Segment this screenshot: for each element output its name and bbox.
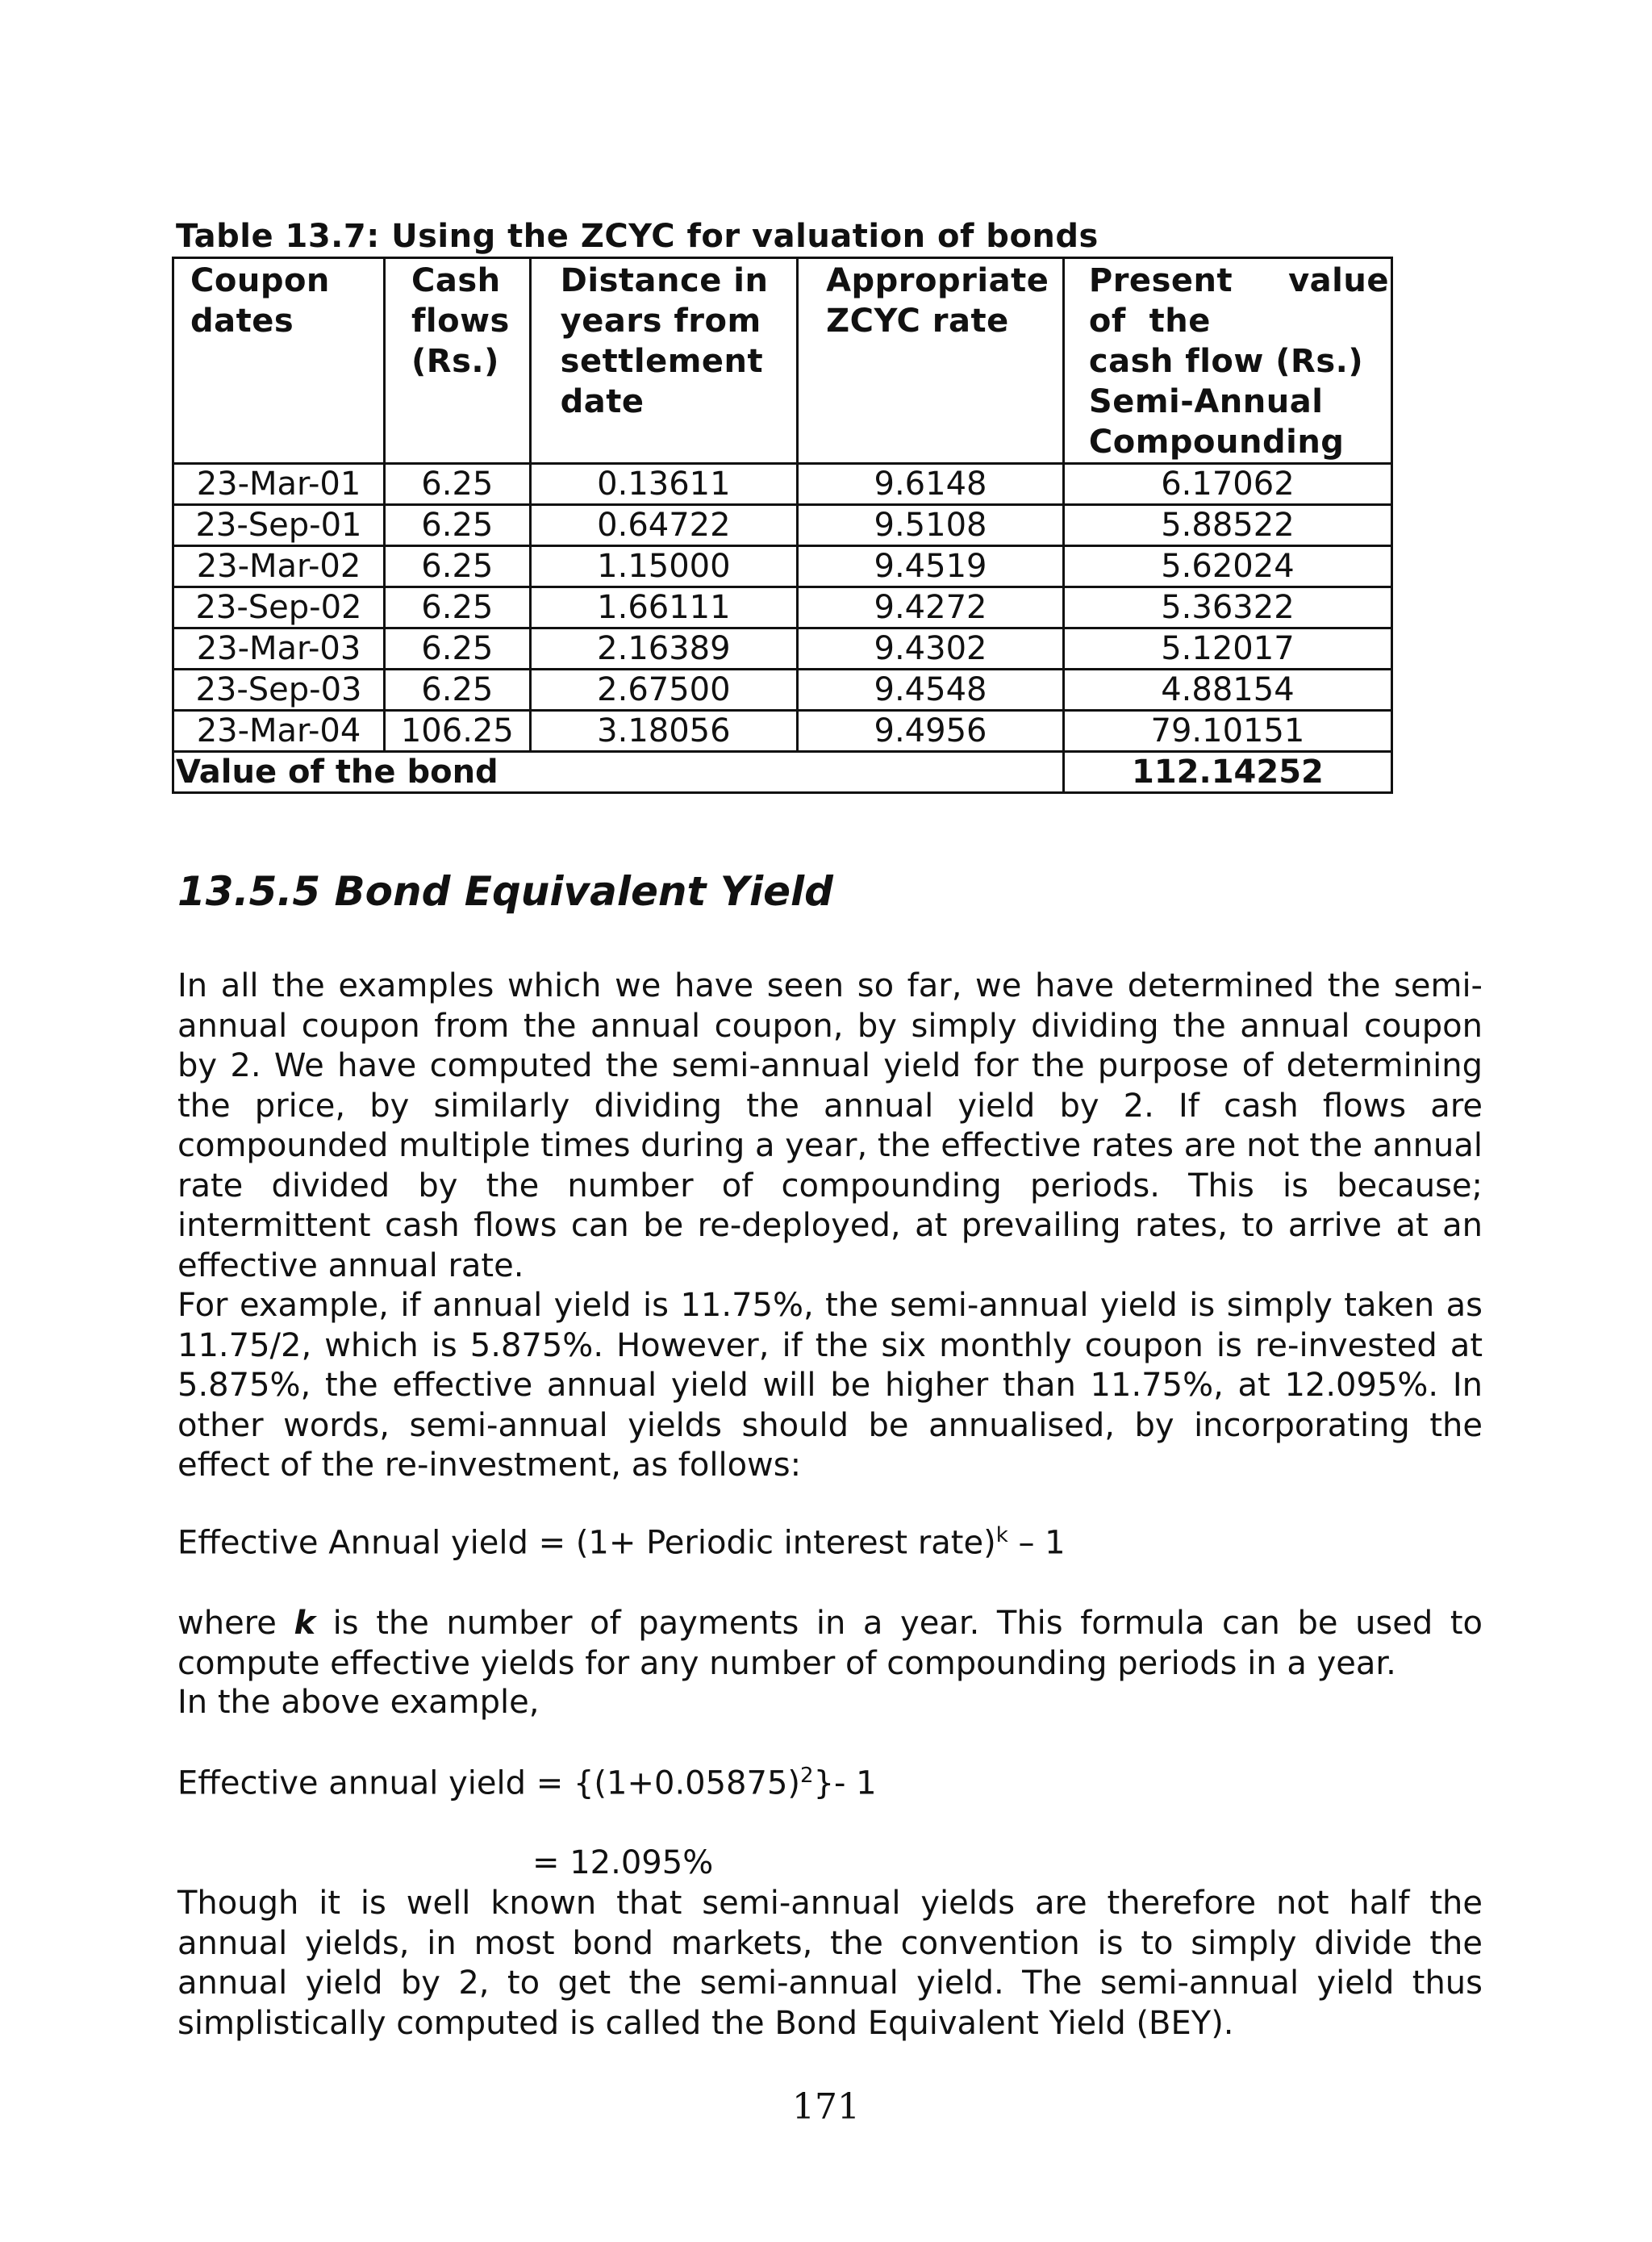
table-row [173, 546, 1392, 587]
cell-distance: 1.66111 [530, 587, 797, 628]
formula-example-result: = 12.095% [532, 1844, 714, 1881]
section-heading: 13.5.5 Bond Equivalent Yield [177, 868, 833, 915]
table-row [173, 670, 1392, 711]
cell-zcyc-rate: 9.4956 [798, 711, 1064, 752]
cell-distance: 0.64722 [530, 505, 797, 546]
cell-cash-flow: 6.25 [384, 505, 530, 546]
cell-distance: 2.67500 [530, 670, 797, 711]
page-number: 171 [792, 2086, 860, 2127]
cell-zcyc-rate: 9.5108 [798, 505, 1064, 546]
table-row [173, 505, 1392, 546]
cell-distance: 0.13611 [530, 464, 797, 505]
cell-zcyc-rate: 9.4302 [798, 628, 1064, 670]
zcyc-valuation-table [172, 257, 1393, 794]
table-row [173, 711, 1392, 752]
table-total-row [173, 752, 1392, 793]
cell-coupon-date: 23-Sep-01 [173, 505, 385, 546]
cell-cash-flow: 6.25 [384, 587, 530, 628]
cell-cash-flow: 106.25 [384, 711, 530, 752]
table-row [173, 587, 1392, 628]
above-example-text: In the above example, [177, 1684, 540, 1721]
total-value: 112.14252 [1063, 752, 1391, 793]
table-row [173, 464, 1392, 505]
header-distance: Distance in years from settlement date [530, 258, 797, 464]
cell-distance: 2.16389 [530, 628, 797, 670]
cell-coupon-date: 23-Mar-01 [173, 464, 385, 505]
cell-coupon-date: 23-Mar-04 [173, 711, 385, 752]
header-coupon-dates: Coupon dates [173, 258, 385, 464]
cell-present-value: 79.10151 [1063, 711, 1391, 752]
table-header-row [173, 258, 1392, 464]
cell-zcyc-rate: 9.4272 [798, 587, 1064, 628]
cell-cash-flow: 6.25 [384, 670, 530, 711]
cell-coupon-date: 23-Mar-03 [173, 628, 385, 670]
cell-present-value: 5.12017 [1063, 628, 1391, 670]
cell-present-value: 5.36322 [1063, 587, 1391, 628]
header-present-value: Present value of the cash flow (Rs.) Semi-Annual Compounding [1063, 258, 1391, 464]
table-caption: Table 13.7: Using the ZCYC for valuation of bonds [176, 218, 1099, 255]
cell-cash-flow: 6.25 [384, 628, 530, 670]
cell-present-value: 4.88154 [1063, 670, 1391, 711]
header-zcyc-rate: Appropriate ZCYC rate [798, 258, 1064, 464]
cell-zcyc-rate: 9.4548 [798, 670, 1064, 711]
paragraph-intro: In all the examples which we have seen so far, we have determined the semi-annual coupon from the annual coupon, by simply dividing the annual coupon by 2. We have computed the semi-annual yield for the purpose of determining the price, by similarly dividing the annual yield by 2. If cash flows are compounded multiple times during a year, the effective rates are not the annual rate divided by the number of compounding periods. This is because; intermittent cash flows can be re-deployed, at prevailing rates, to arrive at an effective annual rate. [177, 967, 1483, 1284]
cell-coupon-date: 23-Mar-02 [173, 546, 385, 587]
cell-cash-flow: 6.25 [384, 546, 530, 587]
cell-zcyc-rate: 9.4519 [798, 546, 1064, 587]
paragraph-bey: Though it is well known that semi-annual yields are therefore not half the annual yields, in most bond markets, the convention is to simply divide the annual yield by 2, to get the semi-annual yield. The semi-annual yield thus simplistically computed is called the Bond Equivalent Yield (BEY). [177, 1885, 1483, 2042]
cell-zcyc-rate: 9.6148 [798, 464, 1064, 505]
cell-coupon-date: 23-Sep-02 [173, 587, 385, 628]
paragraph-example: For example, if annual yield is 11.75%, the semi-annual yield is simply taken as 11.75/2, which is 5.875%. However, if the six monthly coupon is re-invested at 5.875%, the effective annual yield will be higher than 11.75%, at 12.095%. In other words, semi-annual yields should be annualised, by incorporating the effect of the re-investment, as follows: [177, 1287, 1483, 1484]
formula-effective-annual-yield: Effective Annual yield = (1+ Periodic interest rate)$^k$ – 1 [177, 1523, 1066, 1562]
cell-present-value: 5.62024 [1063, 546, 1391, 587]
table-row [173, 628, 1392, 670]
cell-present-value: 5.88522 [1063, 505, 1391, 546]
cell-distance: 3.18056 [530, 711, 797, 752]
cell-coupon-date: 23-Sep-03 [173, 670, 385, 711]
cell-distance: 1.15000 [530, 546, 797, 587]
cell-present-value: 6.17062 [1063, 464, 1391, 505]
header-cash-flows: Cash flows (Rs.) [384, 258, 530, 464]
cell-cash-flow: 6.25 [384, 464, 530, 505]
paragraph-where-k: where k is the number of payments in a year. This formula can be used to compute effective yields for any number of compounding periods in a year. [177, 1605, 1483, 1682]
formula-example-calc: Effective annual yield = $\{(1+0.05875)^2\}-$ 1 [177, 1764, 877, 1802]
total-label: Value of the bond [173, 752, 1064, 793]
